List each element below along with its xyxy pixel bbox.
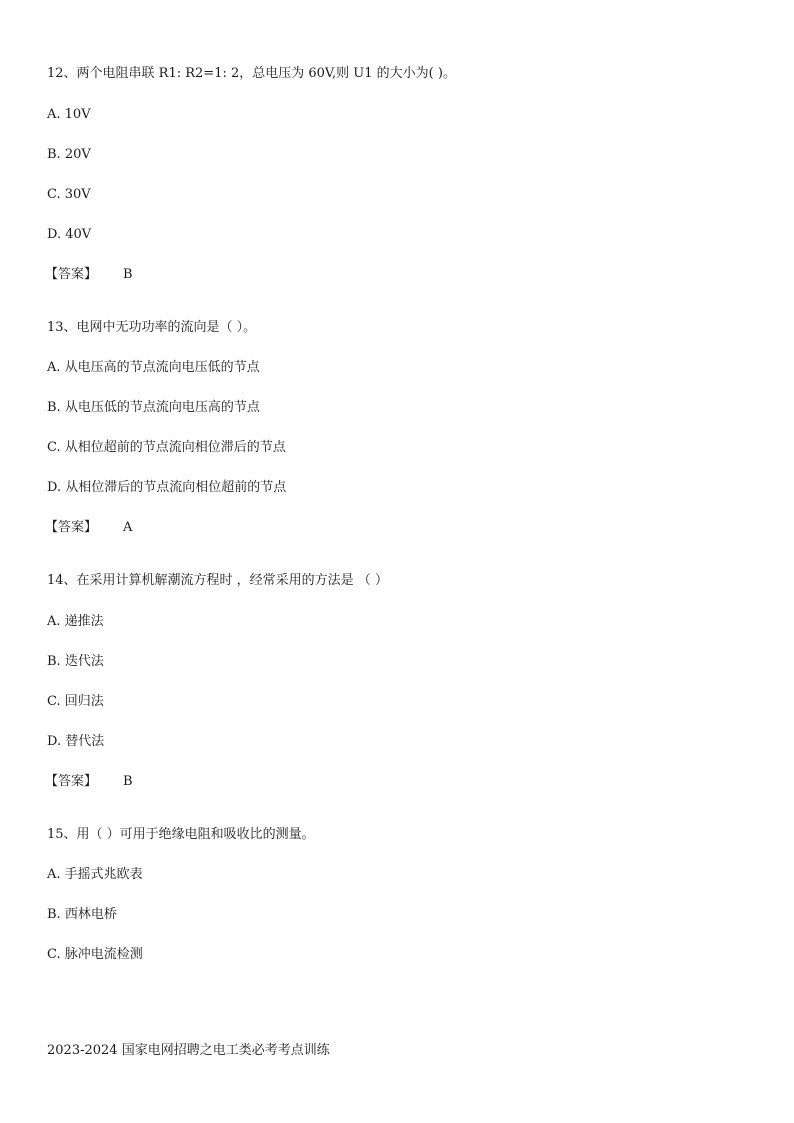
question-14-option-a: A. 递推法 xyxy=(47,614,104,629)
question-13-stem: 13、电网中无功功率的流向是（ ）。 xyxy=(47,320,257,335)
question-14-option-d: D. 替代法 xyxy=(47,734,105,749)
question-14-option-c: C. 回归法 xyxy=(47,694,104,709)
question-14-option-b: B. 迭代法 xyxy=(47,654,104,669)
answer-label: 【答案】 xyxy=(45,267,98,282)
answer-letter: B xyxy=(123,774,133,789)
question-15-option-a: A. 手摇式兆欧表 xyxy=(47,867,143,882)
question-12-option-b: B. 20V xyxy=(47,147,91,162)
question-12-option-d: D. 40V xyxy=(47,227,92,242)
page-footer: 2023-2024 国家电网招聘之电工类必考考点训练 xyxy=(47,1043,330,1058)
question-13-option-b: B. 从电压低的节点流向电压高的节点 xyxy=(47,400,260,415)
question-14-stem: 14、在采用计算机解潮流方程时 ，经常采用的方法是 （ ） xyxy=(47,573,388,588)
question-13-option-c: C. 从相位超前的节点流向相位滞后的节点 xyxy=(47,440,286,455)
question-12-stem: 12、两个电阻串联 R1: R2=1: 2，总电压为 60V,则 U1 的大小为( )。 xyxy=(47,66,456,81)
question-13-option-d: D. 从相位滞后的节点流向相位超前的节点 xyxy=(47,480,287,495)
question-15-stem: 15、用（ ）可用于绝缘电阻和吸收比的测量。 xyxy=(47,827,315,842)
question-12-answer xyxy=(45,267,133,283)
question-13-answer xyxy=(45,520,132,536)
question-15-option-b: B. 西林电桥 xyxy=(47,907,117,922)
question-12-option-a: A. 10V xyxy=(47,107,91,122)
question-12-option-c: C. 30V xyxy=(47,187,91,202)
question-15-option-c: C. 脉冲电流检测 xyxy=(47,947,143,962)
question-13-option-a: A. 从电压高的节点流向电压低的节点 xyxy=(47,360,260,375)
answer-label: 【答案】 xyxy=(45,774,98,789)
answer-letter: A xyxy=(123,520,133,535)
question-14-answer xyxy=(45,774,133,790)
answer-letter: B xyxy=(123,267,133,282)
answer-label: 【答案】 xyxy=(45,520,98,535)
